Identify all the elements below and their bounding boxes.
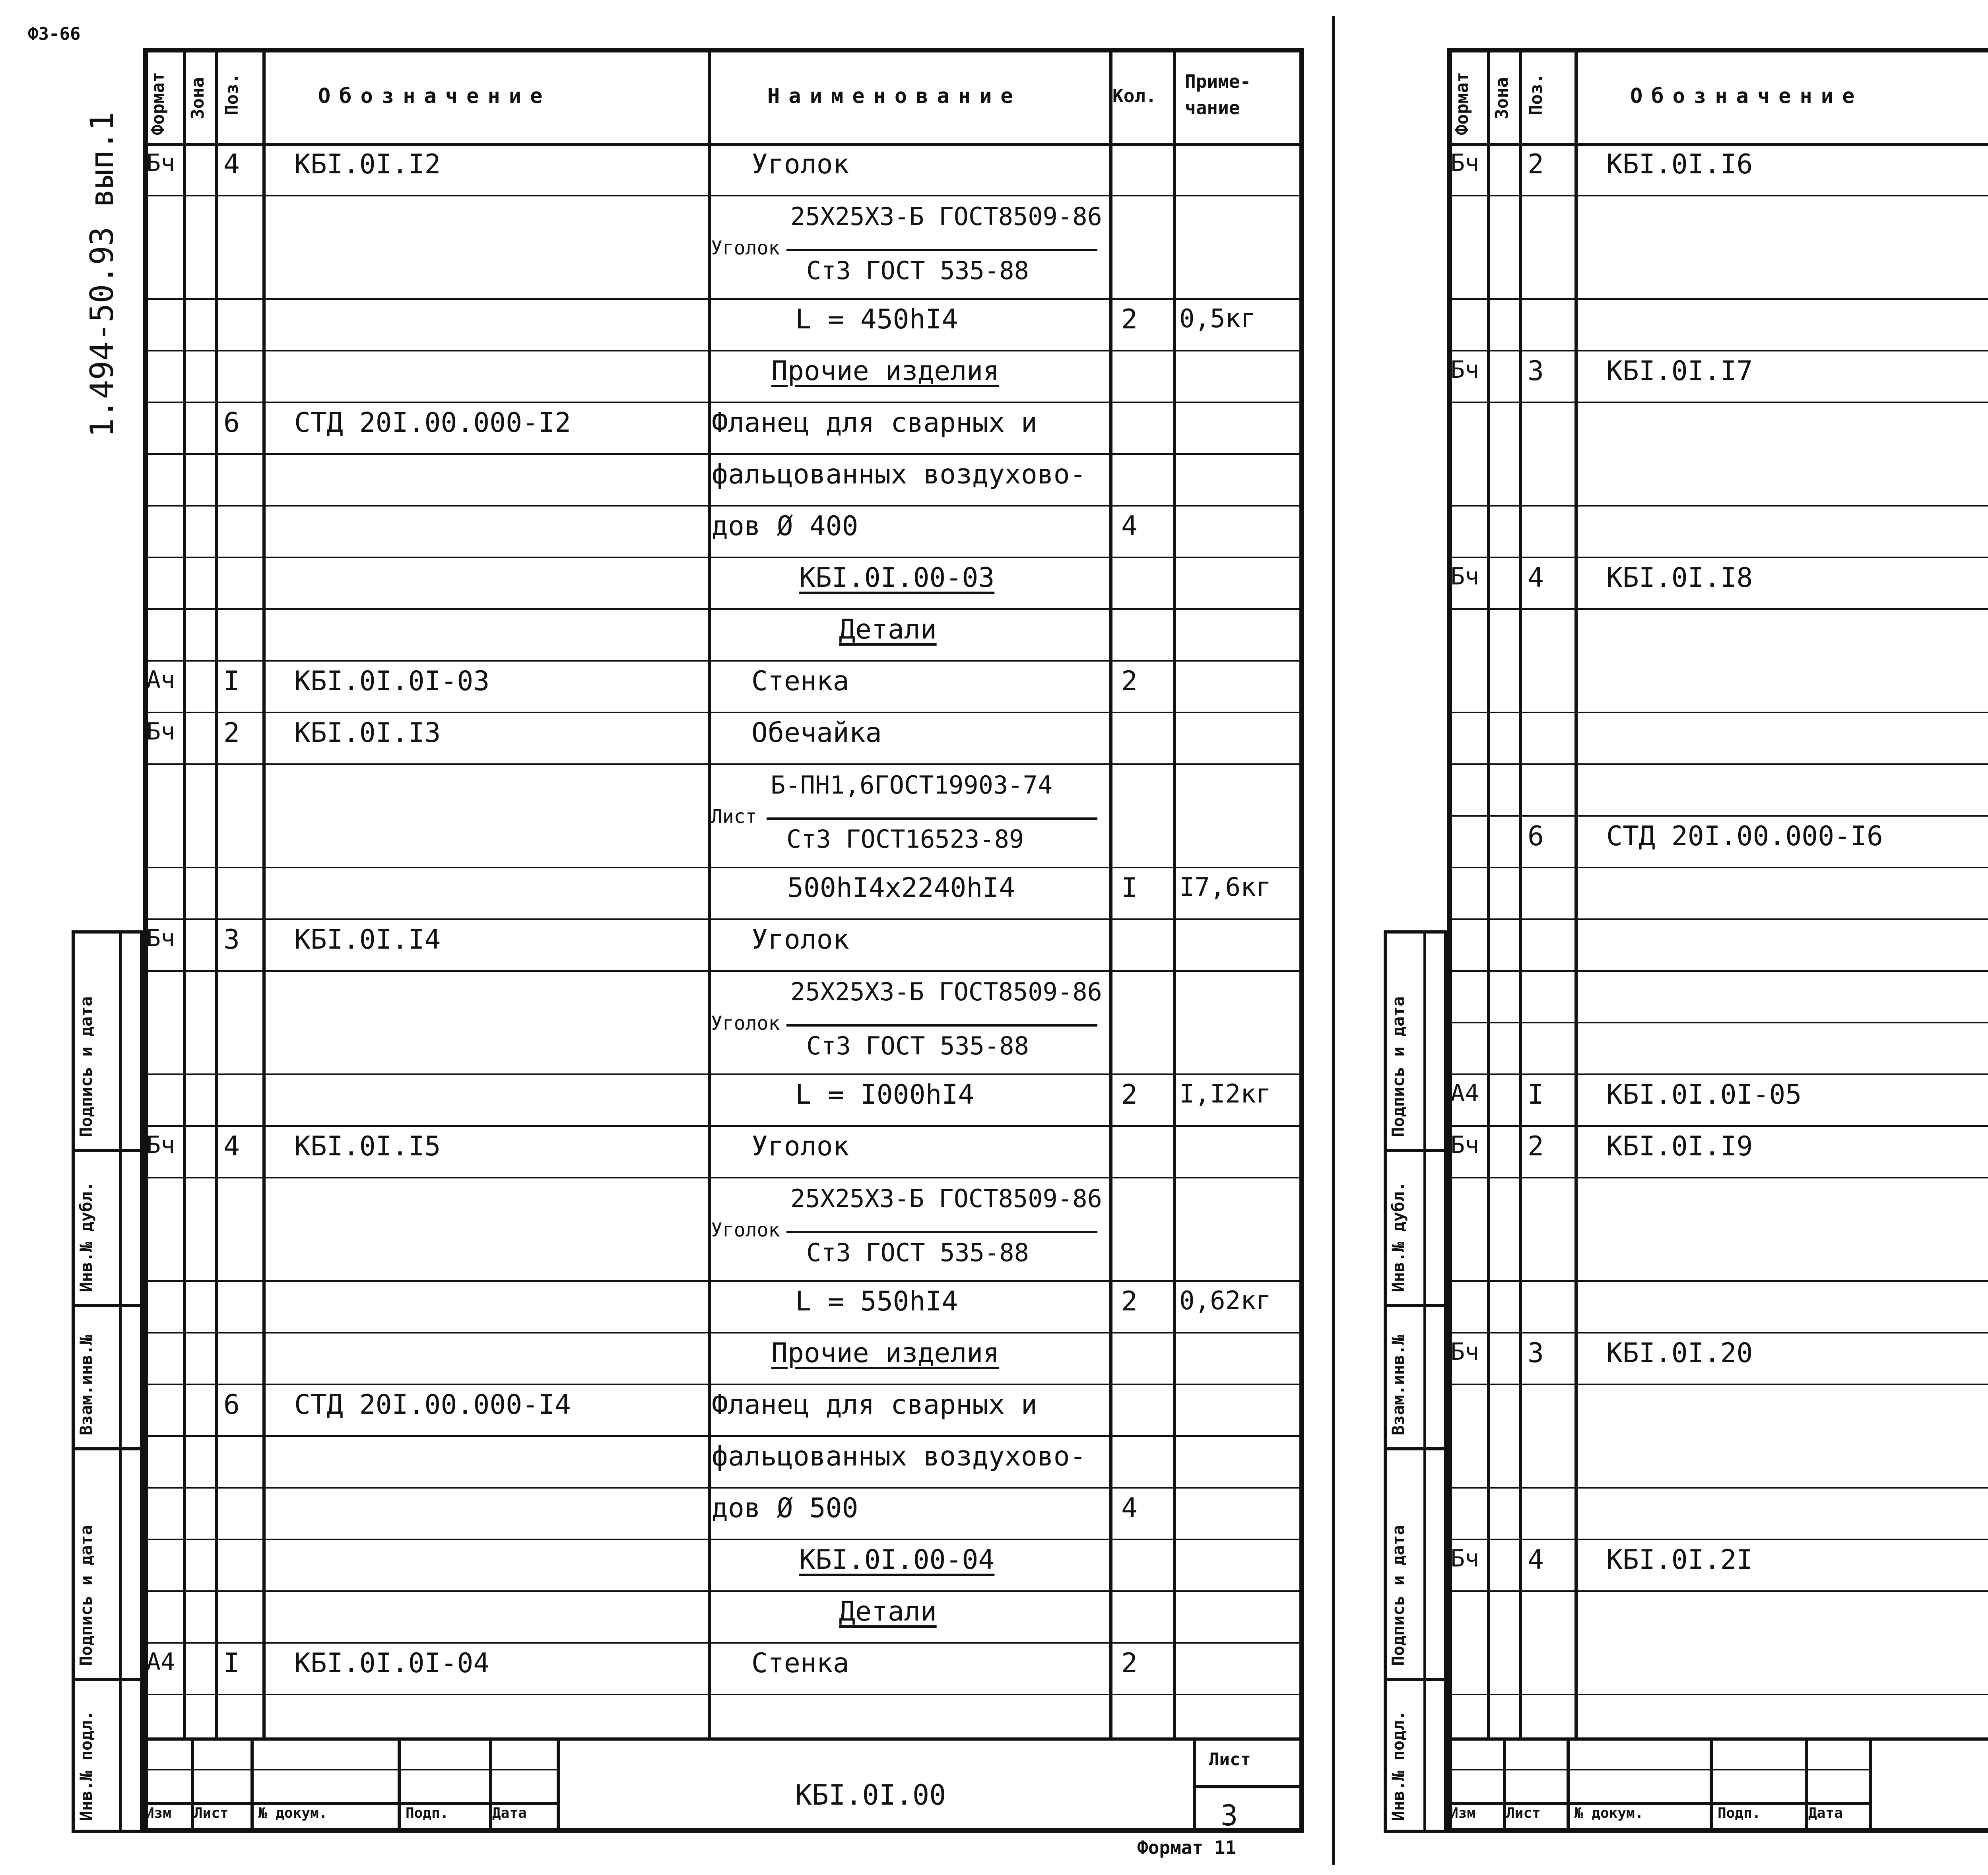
table-bottom-line bbox=[143, 1737, 1304, 1741]
row-line bbox=[143, 505, 1304, 507]
row-qty: 4 bbox=[1121, 510, 1138, 542]
row-designation: КБI.0I.I3 bbox=[294, 717, 441, 749]
row-note: 0,5кг bbox=[1179, 304, 1256, 334]
row-format: Бч bbox=[1450, 1131, 1479, 1159]
row-name: L = I000hI4 bbox=[795, 1079, 975, 1110]
row-designation: КБI.0I.I4 bbox=[294, 924, 441, 955]
row-pos: 2 bbox=[223, 717, 240, 749]
sheet-divider bbox=[1332, 16, 1335, 1865]
row-line bbox=[143, 1177, 1304, 1178]
title-col-line bbox=[1710, 1737, 1713, 1833]
row-frac-bot: Ст3 ГОСТ 535-88 bbox=[806, 1238, 1029, 1267]
row-pos: 6 bbox=[223, 1389, 240, 1421]
title-row-line bbox=[1447, 1769, 1869, 1770]
row-qty: 4 bbox=[1121, 1493, 1138, 1524]
row-frac-prefix: Лист bbox=[711, 806, 757, 828]
column-line bbox=[262, 48, 266, 1737]
row-name: КБI.0I.00-04 bbox=[799, 1544, 995, 1576]
row-line bbox=[1447, 712, 1988, 713]
side-stamp-line bbox=[1384, 1447, 1447, 1450]
row-frac-prefix: Уголок bbox=[711, 1219, 780, 1241]
table-bottom-line bbox=[1447, 1737, 1988, 1741]
title-col-line bbox=[1503, 1737, 1506, 1833]
format-label: Формат 11 bbox=[1137, 1837, 1237, 1858]
row-name: Детали bbox=[839, 1596, 937, 1627]
sheet-number: 3 bbox=[1221, 1799, 1238, 1832]
row-format: Бч bbox=[1450, 149, 1479, 177]
row-line bbox=[143, 402, 1304, 403]
row-name: фальцованных воздухово- bbox=[712, 459, 1086, 490]
row-line bbox=[143, 557, 1304, 558]
header-format: Формат bbox=[148, 72, 168, 135]
row-line bbox=[1447, 763, 1988, 765]
side-stamp-line bbox=[72, 1447, 143, 1450]
header-name: Наименование bbox=[767, 84, 1022, 108]
row-line bbox=[1447, 1022, 1988, 1023]
row-line bbox=[143, 1694, 1304, 1695]
row-format: А4 bbox=[1450, 1079, 1479, 1107]
row-line bbox=[143, 1435, 1304, 1437]
row-name: L = 450hI4 bbox=[795, 304, 958, 335]
title-row-line bbox=[1447, 1802, 1869, 1805]
row-line bbox=[1447, 815, 1988, 817]
row-line bbox=[1447, 1590, 1988, 1592]
title-data: Дата bbox=[492, 1805, 527, 1821]
row-frac-prefix: Уголок bbox=[711, 1012, 780, 1035]
row-line bbox=[143, 970, 1304, 972]
title-col-line bbox=[191, 1737, 194, 1833]
row-pos: I bbox=[1528, 1079, 1544, 1110]
row-pos: 2 bbox=[1528, 149, 1544, 180]
row-line bbox=[1447, 195, 1988, 196]
row-line bbox=[143, 1073, 1304, 1075]
side-stamp-sign-date-2: Подпись и дата bbox=[76, 1525, 96, 1666]
row-name: Фланец для сварных и bbox=[712, 1389, 1037, 1421]
row-line bbox=[1447, 505, 1988, 507]
row-line bbox=[143, 350, 1304, 351]
title-podp: Подп. bbox=[406, 1805, 449, 1821]
row-line bbox=[143, 1332, 1304, 1333]
title-col-line bbox=[398, 1737, 401, 1833]
row-line bbox=[1447, 298, 1988, 300]
row-pos: 3 bbox=[1528, 355, 1544, 387]
row-line bbox=[1447, 350, 1988, 351]
row-frac-bot: Ст3 ГОСТ16523-89 bbox=[786, 825, 1024, 854]
row-designation: КБI.0I.I6 bbox=[1606, 149, 1753, 180]
side-stamp-sign-date-1: Подпись и дата bbox=[1388, 996, 1408, 1137]
row-pos: 4 bbox=[1528, 562, 1544, 594]
row-designation: СТД 20I.00.000-I4 bbox=[294, 1389, 571, 1421]
row-line bbox=[1447, 1073, 1988, 1075]
title-col-line bbox=[250, 1737, 254, 1833]
header-line bbox=[143, 143, 1304, 146]
row-name: фальцованных воздухово- bbox=[712, 1441, 1086, 1472]
row-format: Бч bbox=[146, 149, 175, 177]
header-zone: Зона bbox=[188, 77, 208, 119]
row-note: 0,62кг bbox=[1179, 1286, 1272, 1316]
title-list: Лист bbox=[194, 1805, 229, 1821]
title-row-line bbox=[143, 1769, 557, 1770]
column-line bbox=[215, 48, 218, 1737]
row-format: Ач bbox=[146, 666, 175, 694]
row-line bbox=[1447, 1539, 1988, 1540]
row-line bbox=[1447, 608, 1988, 610]
row-designation: КБI.0I.0I-05 bbox=[1606, 1079, 1802, 1110]
row-pos: I bbox=[223, 666, 240, 697]
row-qty: 2 bbox=[1121, 1079, 1138, 1110]
side-stamp-line bbox=[1384, 1678, 1447, 1681]
row-line bbox=[143, 660, 1304, 662]
row-line bbox=[143, 453, 1304, 455]
title-n-dokum: № докум. bbox=[1574, 1805, 1644, 1821]
row-frac-bot: Ст3 ГОСТ 535-88 bbox=[806, 1031, 1029, 1060]
row-line bbox=[1447, 402, 1988, 403]
column-line bbox=[708, 48, 711, 1737]
row-designation: КБI.0I.0I-04 bbox=[294, 1648, 490, 1679]
form-code: ФЗ-66 bbox=[28, 24, 81, 44]
side-stamp-inv-dubl: Инв.№ дубл. bbox=[1388, 1181, 1408, 1292]
row-line bbox=[143, 608, 1304, 610]
row-designation: КБI.0I.I5 bbox=[294, 1131, 441, 1162]
row-line bbox=[1447, 1125, 1988, 1127]
row-line bbox=[1447, 1487, 1988, 1489]
row-frac-top: 25X25X3-Б ГОСТ8509-86 bbox=[790, 1184, 1102, 1213]
row-name: Фланец для сварных и bbox=[712, 407, 1037, 439]
row-qty: 2 bbox=[1121, 304, 1138, 335]
row-qty: 2 bbox=[1121, 666, 1138, 697]
row-line bbox=[1447, 1177, 1988, 1178]
side-stamp-line bbox=[1384, 1304, 1447, 1307]
title-podp: Подп. bbox=[1718, 1805, 1761, 1821]
row-designation: КБI.0I.I7 bbox=[1606, 355, 1753, 387]
row-pos: I bbox=[223, 1648, 240, 1679]
column-line bbox=[183, 48, 186, 1737]
side-stamp-line bbox=[72, 1678, 143, 1681]
column-line bbox=[1173, 48, 1176, 1737]
fraction-line bbox=[786, 249, 1097, 251]
row-qty: 2 bbox=[1121, 1648, 1138, 1679]
row-name: дов Ø 400 bbox=[712, 510, 858, 542]
row-pos: 4 bbox=[223, 1131, 240, 1162]
header-zone: Зона bbox=[1492, 77, 1512, 119]
row-pos: 6 bbox=[1528, 821, 1544, 852]
row-line bbox=[143, 1487, 1304, 1489]
side-stamp-inv-podl: Инв.№ подл. bbox=[1388, 1710, 1408, 1821]
row-line bbox=[143, 195, 1304, 196]
side-stamp-inv-dubl: Инв.№ дубл. bbox=[76, 1181, 96, 1292]
row-designation: КБI.0I.I8 bbox=[1606, 562, 1753, 594]
row-designation: КБI.0I.I2 bbox=[294, 149, 441, 180]
row-line bbox=[143, 1539, 1304, 1540]
column-line bbox=[1109, 48, 1112, 1737]
row-format: Бч bbox=[146, 718, 175, 745]
title-col-line bbox=[557, 1737, 560, 1833]
row-note: I7,6кг bbox=[1179, 873, 1272, 902]
row-designation: КБI.0I.2I bbox=[1606, 1544, 1753, 1576]
row-format: Бч bbox=[1450, 1338, 1479, 1366]
row-frac-top: 25X25X3-Б ГОСТ8509-86 bbox=[790, 202, 1102, 231]
side-stamp-inner-line bbox=[1423, 930, 1426, 1833]
row-line bbox=[143, 918, 1304, 920]
header-pos: Поз. bbox=[222, 73, 242, 115]
row-designation: КБI.0I.I9 bbox=[1606, 1131, 1753, 1162]
row-format: Бч bbox=[1450, 356, 1479, 384]
fraction-line bbox=[767, 817, 1097, 820]
row-name: Стенка bbox=[751, 666, 849, 697]
row-designation: КБI.0I.20 bbox=[1606, 1337, 1753, 1369]
row-frac-top: Б-ПН1,6ГОСТ19903-74 bbox=[771, 771, 1053, 800]
row-line bbox=[143, 298, 1304, 300]
row-name: Прочие изделия bbox=[771, 355, 1000, 387]
row-pos: 2 bbox=[1528, 1131, 1544, 1162]
row-line bbox=[143, 1280, 1304, 1282]
row-line bbox=[143, 1384, 1304, 1385]
row-line bbox=[1447, 1332, 1988, 1333]
row-line bbox=[143, 1642, 1304, 1644]
row-name: Детали bbox=[839, 614, 937, 645]
side-stamp-sign-date-2: Подпись и дата bbox=[1388, 1525, 1408, 1666]
side-stamp-vzam-inv: Взам.инв.№ bbox=[76, 1335, 96, 1435]
row-name: Уголок bbox=[751, 149, 849, 180]
header-note: чание bbox=[1185, 97, 1240, 118]
fraction-line bbox=[786, 1231, 1097, 1233]
fraction-line bbox=[786, 1024, 1097, 1027]
side-stamp-inner-line bbox=[119, 930, 122, 1833]
row-line bbox=[1447, 1694, 1988, 1695]
row-name: Уголок bbox=[751, 924, 849, 955]
header-designation: Обозначение bbox=[1630, 84, 1864, 108]
title-n-dokum: № докум. bbox=[258, 1805, 328, 1821]
row-frac-top: 25X25X3-Б ГОСТ8509-86 bbox=[790, 977, 1102, 1006]
row-format: Бч bbox=[146, 924, 175, 952]
header-pos: Поз. bbox=[1526, 73, 1546, 115]
row-pos: 3 bbox=[1528, 1337, 1544, 1369]
row-format: Бч bbox=[1450, 563, 1479, 590]
doc-side-code: 1.494-50.93 вып.1 bbox=[83, 112, 120, 437]
row-qty: I bbox=[1121, 872, 1138, 904]
row-name: Уголок bbox=[751, 1131, 849, 1162]
title-list-label: Лист bbox=[1209, 1749, 1251, 1770]
row-name: L = 550hI4 bbox=[795, 1286, 958, 1317]
header-note: Приме- bbox=[1185, 71, 1251, 92]
row-line bbox=[1447, 970, 1988, 972]
row-designation: СТД 20I.00.000-I6 bbox=[1606, 821, 1883, 852]
row-pos: 6 bbox=[223, 407, 240, 439]
title-col-line bbox=[1567, 1737, 1570, 1833]
row-pos: 4 bbox=[1528, 1544, 1544, 1576]
column-line bbox=[1519, 48, 1522, 1737]
row-line bbox=[143, 867, 1304, 868]
row-designation: КБI.0I.0I-03 bbox=[294, 666, 490, 697]
row-line bbox=[1447, 1280, 1988, 1282]
row-line bbox=[143, 763, 1304, 765]
row-name: 500hI4x2240hI4 bbox=[787, 872, 1015, 904]
row-note: I,I2кг bbox=[1179, 1079, 1272, 1109]
header-format: Формат bbox=[1452, 72, 1472, 135]
row-name: КБI.0I.00-03 bbox=[799, 562, 995, 594]
header-line bbox=[1447, 143, 1988, 146]
row-format: Бч bbox=[1450, 1545, 1479, 1572]
title-row-line bbox=[1193, 1785, 1304, 1788]
column-line bbox=[1487, 48, 1490, 1737]
row-frac-prefix: Уголок bbox=[711, 237, 780, 259]
row-line bbox=[1447, 557, 1988, 558]
row-name: дов Ø 500 bbox=[712, 1493, 858, 1524]
title-col-line bbox=[1869, 1737, 1872, 1833]
side-stamp-line bbox=[72, 1149, 143, 1152]
side-stamp-line bbox=[72, 1304, 143, 1307]
title-data: Дата bbox=[1808, 1805, 1843, 1821]
row-format: Бч bbox=[146, 1131, 175, 1159]
side-stamp-inv-podl: Инв.№ подл. bbox=[76, 1710, 96, 1821]
row-name: Прочие изделия bbox=[771, 1337, 1000, 1369]
row-line bbox=[143, 1125, 1304, 1127]
title-izm: Изм bbox=[146, 1805, 172, 1821]
row-line bbox=[1447, 918, 1988, 920]
row-name: Обечайка bbox=[751, 717, 882, 749]
row-line bbox=[143, 1590, 1304, 1592]
header-designation: Обозначение bbox=[318, 84, 551, 108]
title-col-line bbox=[1805, 1737, 1808, 1833]
row-line bbox=[143, 712, 1304, 713]
row-line bbox=[1447, 867, 1988, 868]
row-format: А4 bbox=[146, 1648, 175, 1676]
row-qty: 2 bbox=[1121, 1286, 1138, 1317]
title-col-line bbox=[489, 1737, 492, 1833]
side-stamp-vzam-inv: Взам.инв.№ bbox=[1388, 1335, 1408, 1435]
title-izm: Изм bbox=[1450, 1805, 1476, 1821]
row-pos: 3 bbox=[223, 924, 240, 955]
row-pos: 4 bbox=[223, 149, 240, 180]
header-qty: Кол. bbox=[1112, 85, 1157, 107]
doc-code: КБI.0I.00 bbox=[795, 1779, 946, 1811]
row-frac-bot: Ст3 ГОСТ 535-88 bbox=[806, 256, 1029, 285]
side-stamp-sign-date-1: Подпись и дата bbox=[76, 996, 96, 1137]
row-designation: СТД 20I.00.000-I2 bbox=[294, 407, 571, 439]
row-line bbox=[1447, 1384, 1988, 1385]
title-list: Лист bbox=[1506, 1805, 1541, 1821]
row-name: Стенка bbox=[751, 1648, 849, 1679]
column-line bbox=[1574, 48, 1578, 1737]
title-row-line bbox=[143, 1802, 557, 1805]
side-stamp-line bbox=[1384, 1149, 1447, 1152]
